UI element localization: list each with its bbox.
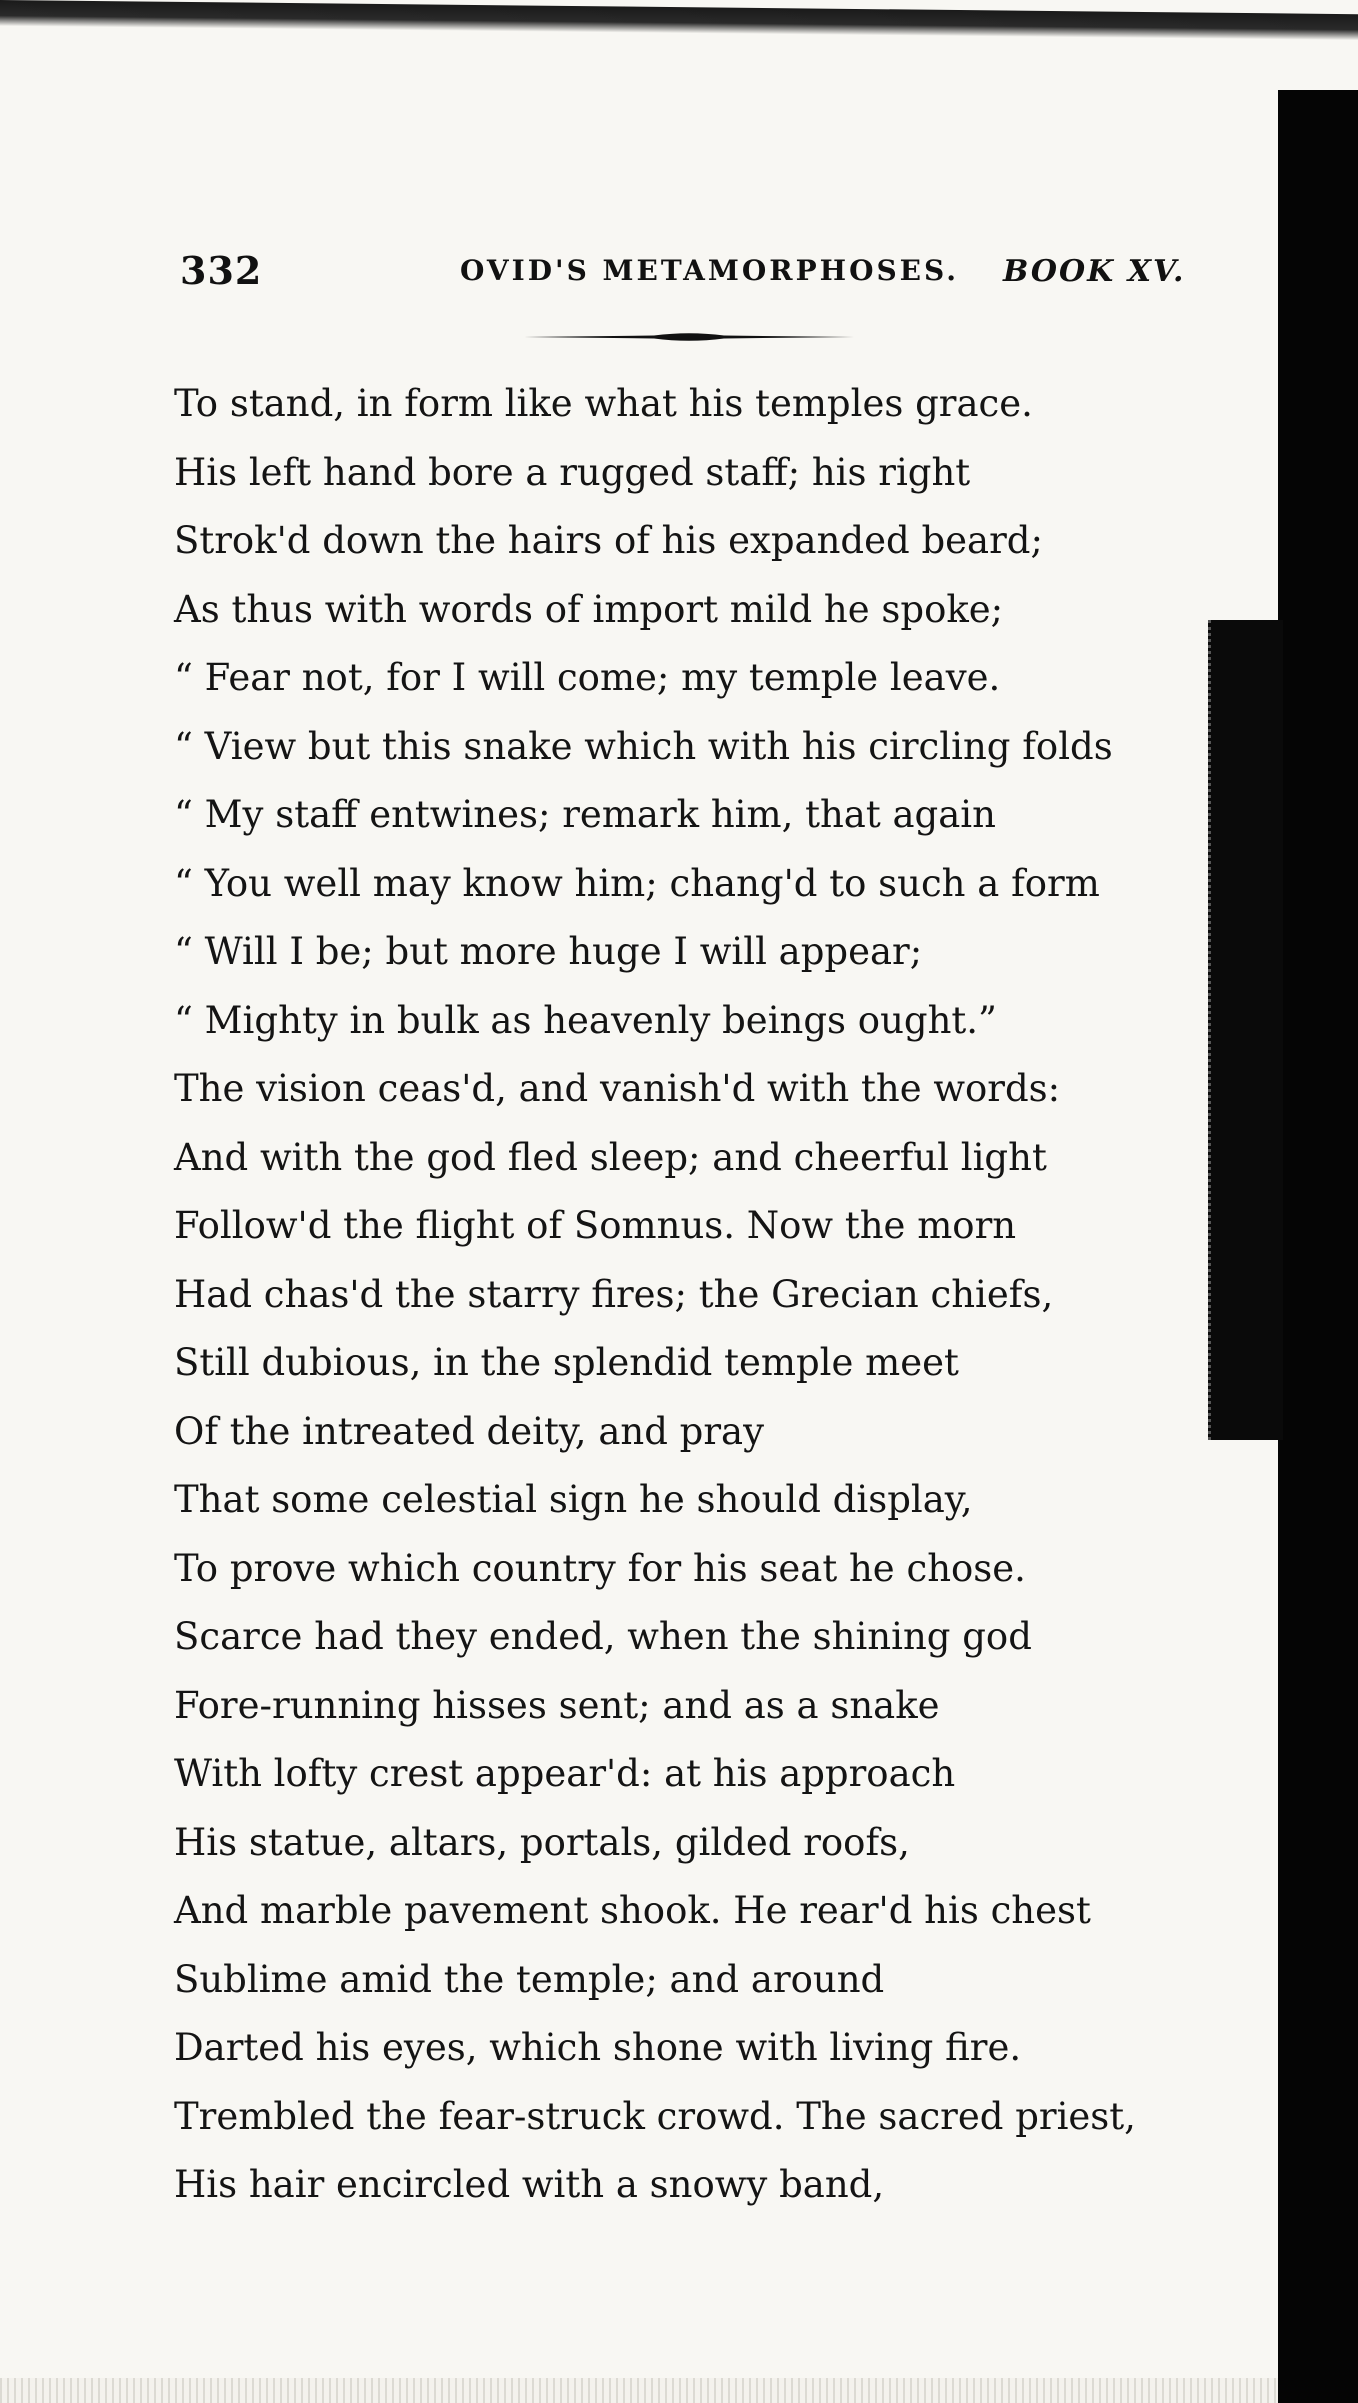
- poem-line: Strok'd down the hairs of his expanded beard;: [174, 519, 1043, 562]
- scan-top-shadow: [0, 0, 1358, 40]
- poem-line: With lofty crest appear'd: at his approach: [174, 1752, 956, 1795]
- poem-line: “ Fear not, for I will come; my temple leave.: [174, 656, 1001, 699]
- poem-line: His hair encircled with a snowy band,: [174, 2163, 885, 2206]
- poem-line: His statue, altars, portals, gilded roofs,: [174, 1820, 910, 1864]
- poem-line: Trembled the fear-struck crowd. The sacred priest,: [174, 2094, 1136, 2138]
- poem-line: “ Will I be; but more huge I will appear;: [174, 930, 923, 973]
- poem-line: “ View but this snake which with his circling folds: [174, 724, 1113, 768]
- poem-line: As thus with words of import mild he spoke;: [174, 587, 1004, 631]
- book-label: BOOK XV.: [1003, 254, 1186, 289]
- poem-line: Scarce had they ended, when the shining god: [174, 1615, 1032, 1658]
- poem-line: Of the intreated deity, and pray: [174, 1409, 764, 1453]
- page-title: OVID'S METAMORPHOSES.: [460, 254, 959, 287]
- poem-text: [174, 370, 1214, 2220]
- page-number: 332: [180, 248, 263, 293]
- poem-line: To prove which country for his seat he chose.: [174, 1546, 1026, 1590]
- poem-line: Had chas'd the starry fires; the Grecian chiefs,: [174, 1272, 1054, 1316]
- poem-line: Sublime amid the temple; and around: [174, 1957, 885, 2001]
- poem-line: “ You well may know him; chang'd to such a form: [174, 861, 1100, 905]
- poem-line: And with the god fled sleep; and cheerful light: [174, 1135, 1047, 1179]
- poem-line: To stand, in form like what his temples grace.: [174, 382, 1033, 425]
- scan-binding-edge: [1278, 90, 1358, 2403]
- poem-line: Still dubious, in the splendid temple meet: [174, 1341, 959, 1384]
- poem-line: The vision ceas'd, and vanish'd with the words:: [174, 1067, 1061, 1110]
- ornamental-rule: [524, 330, 854, 344]
- poem-line: Follow'd the flight of Somnus. Now the morn: [174, 1204, 1017, 1247]
- poem-line: “ Mighty in bulk as heavenly beings ought.”: [174, 998, 997, 1042]
- poem-line: Darted his eyes, which shone with living fire.: [174, 2026, 1022, 2069]
- poem-line: Fore-running hisses sent; and as a snake: [174, 1683, 940, 1727]
- poem-line: That some celestial sign he should display,: [174, 1478, 973, 1521]
- poem-line: And marble pavement shook. He rear'd his chest: [174, 1889, 1091, 1932]
- poem-line: His left hand bore a rugged staff; his right: [174, 450, 971, 494]
- scan-bottom-edge: [0, 2378, 1278, 2403]
- scan-page-tab: [1208, 620, 1283, 1440]
- running-head: [0, 248, 1358, 298]
- poem-line: “ My staff entwines; remark him, that again: [174, 793, 996, 836]
